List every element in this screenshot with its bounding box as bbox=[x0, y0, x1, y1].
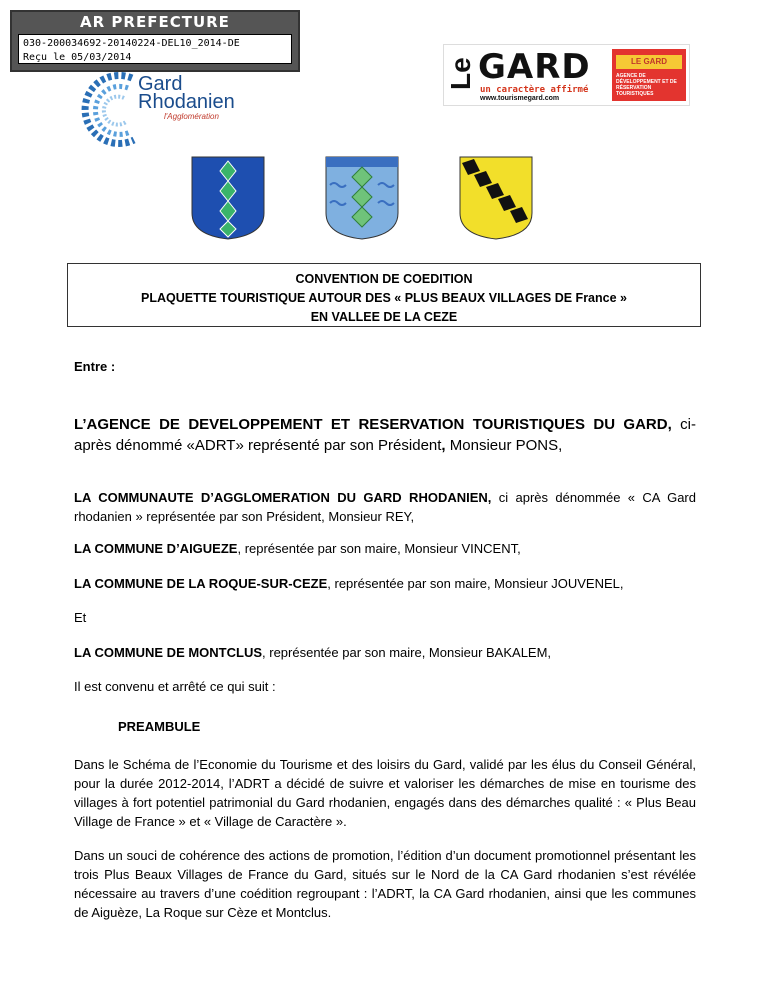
preambule-paragraph-2: Dans un souci de cohérence des actions de promotion, l’édition d’un document promotionnel présentant les trois Plus Beaux Villages de France du Gard, situés sur le Nord de la CA Gard rhodanien s’est révélée nécessaire au travers d’une coédition regroupant : l’ADRT, la CA Gard rhodanien, ainsi que les communes de Aiguèze, La Roque sur Cèze et Montclus. bbox=[74, 848, 696, 920]
party-adrt-desc: ci-après dénommé «ADRT» représenté par son Président bbox=[74, 416, 696, 454]
et-label: Et bbox=[74, 610, 87, 625]
entre-label bbox=[74, 357, 696, 376]
logo-gard-text: Gard bbox=[138, 73, 183, 95]
logo-gard-word: GARD bbox=[478, 47, 591, 87]
party-aigueze bbox=[74, 539, 696, 558]
stamp-received-date: Reçu le 05/03/2014 bbox=[23, 52, 132, 63]
party-ca-desc: ci après dénommée « CA Gard rhodanien » représentée par son Président, Monsieur REY, bbox=[74, 490, 696, 524]
document-title: CONVENTION DE COEDITION bbox=[295, 272, 473, 286]
entre-text: Entre : bbox=[74, 359, 116, 374]
blue-green-wavy-crest bbox=[324, 155, 400, 241]
party-roque-desc: , représentée par son maire, Monsieur JOUVENEL, bbox=[327, 576, 624, 591]
stamp-reference: 030-200034692-20140224-DEL10_2014-DE bbox=[23, 38, 240, 49]
preambule-heading bbox=[118, 717, 518, 736]
adrt-badge-text: AGENCE DE DÉVELOPPEMENT ET DE RÉSERVATION TOURISTIQUES bbox=[616, 73, 677, 97]
adrt-badge-title: LE GARD bbox=[616, 55, 682, 69]
le-gard-logo bbox=[443, 44, 690, 106]
party-adrt bbox=[74, 414, 696, 456]
party-adrt-name: L’AGENCE DE DEVELOPPEMENT ET RESERVATION TOURISTIQUES DU GARD, bbox=[74, 416, 672, 433]
stamp-box bbox=[18, 34, 292, 64]
party-aigueze-name: LA COMMUNE D’AIGUEZE bbox=[74, 541, 238, 556]
party-roque-name: LA COMMUNE DE LA ROQUE-SUR-CEZE bbox=[74, 576, 328, 591]
party-montclus-desc: , représentée par son maire, Monsieur BAKALEM, bbox=[262, 645, 552, 660]
document-subtitle: PLAQUETTE TOURISTIQUE AUTOUR DES « PLUS BEAUX VILLAGES DE France » bbox=[141, 291, 627, 305]
document-subtitle-2: EN VALLEE DE LA CEZE bbox=[310, 310, 458, 324]
party-adrt-end: Monsieur PONS, bbox=[445, 437, 563, 454]
party-ca-name: LA COMMUNAUTE D’AGGLOMERATION DU GARD RHODANIEN, bbox=[74, 490, 492, 505]
preambule-paragraph-1: Dans le Schéma de l’Economie du Tourisme et des loisirs du Gard, validé par les élus du Conseil Général, pour la durée 2012-2014, l’ADRT a décidé de suivre et valoriser les démarches de mise en tourisme des villages à fort potentiel patrimonial du Gard rhodanien, engagés dans des démarches qualité : « Plus Beau Village de France » et « Village de Caractère ». bbox=[74, 757, 696, 829]
preambule-text: PREAMBULE bbox=[118, 719, 201, 734]
logo-rhodanien-text: Rhodanien bbox=[138, 91, 235, 113]
gard-rhodanien-swirl-icon bbox=[74, 70, 144, 150]
gard-rhodanien-logo bbox=[68, 62, 248, 152]
party-aigueze-desc: , représentée par son maire, Monsieur VINCENT, bbox=[237, 541, 521, 556]
party-adrt-comma: , bbox=[441, 437, 446, 454]
party-montclus bbox=[74, 643, 696, 662]
party-ca bbox=[74, 488, 696, 526]
convention-header bbox=[67, 263, 701, 327]
stamp-title: AR PREFECTURE bbox=[80, 13, 230, 31]
logo-agglomeration-text: l'Agglomération bbox=[164, 112, 219, 121]
party-montclus-name: LA COMMUNE DE MONTCLUS bbox=[74, 645, 263, 660]
logo-le-text: Le bbox=[445, 57, 476, 90]
logo-url: www.tourismegard.com bbox=[480, 95, 560, 102]
gold-black-bend-crest bbox=[458, 155, 534, 241]
blue-green-lozenges-crest bbox=[190, 155, 266, 241]
adrt-badge bbox=[612, 49, 686, 101]
party-roque bbox=[74, 574, 696, 593]
convenu-text: Il est convenu et arrêté ce qui suit : bbox=[74, 679, 276, 694]
logo-tagline: un caractère affirmé bbox=[480, 85, 589, 95]
